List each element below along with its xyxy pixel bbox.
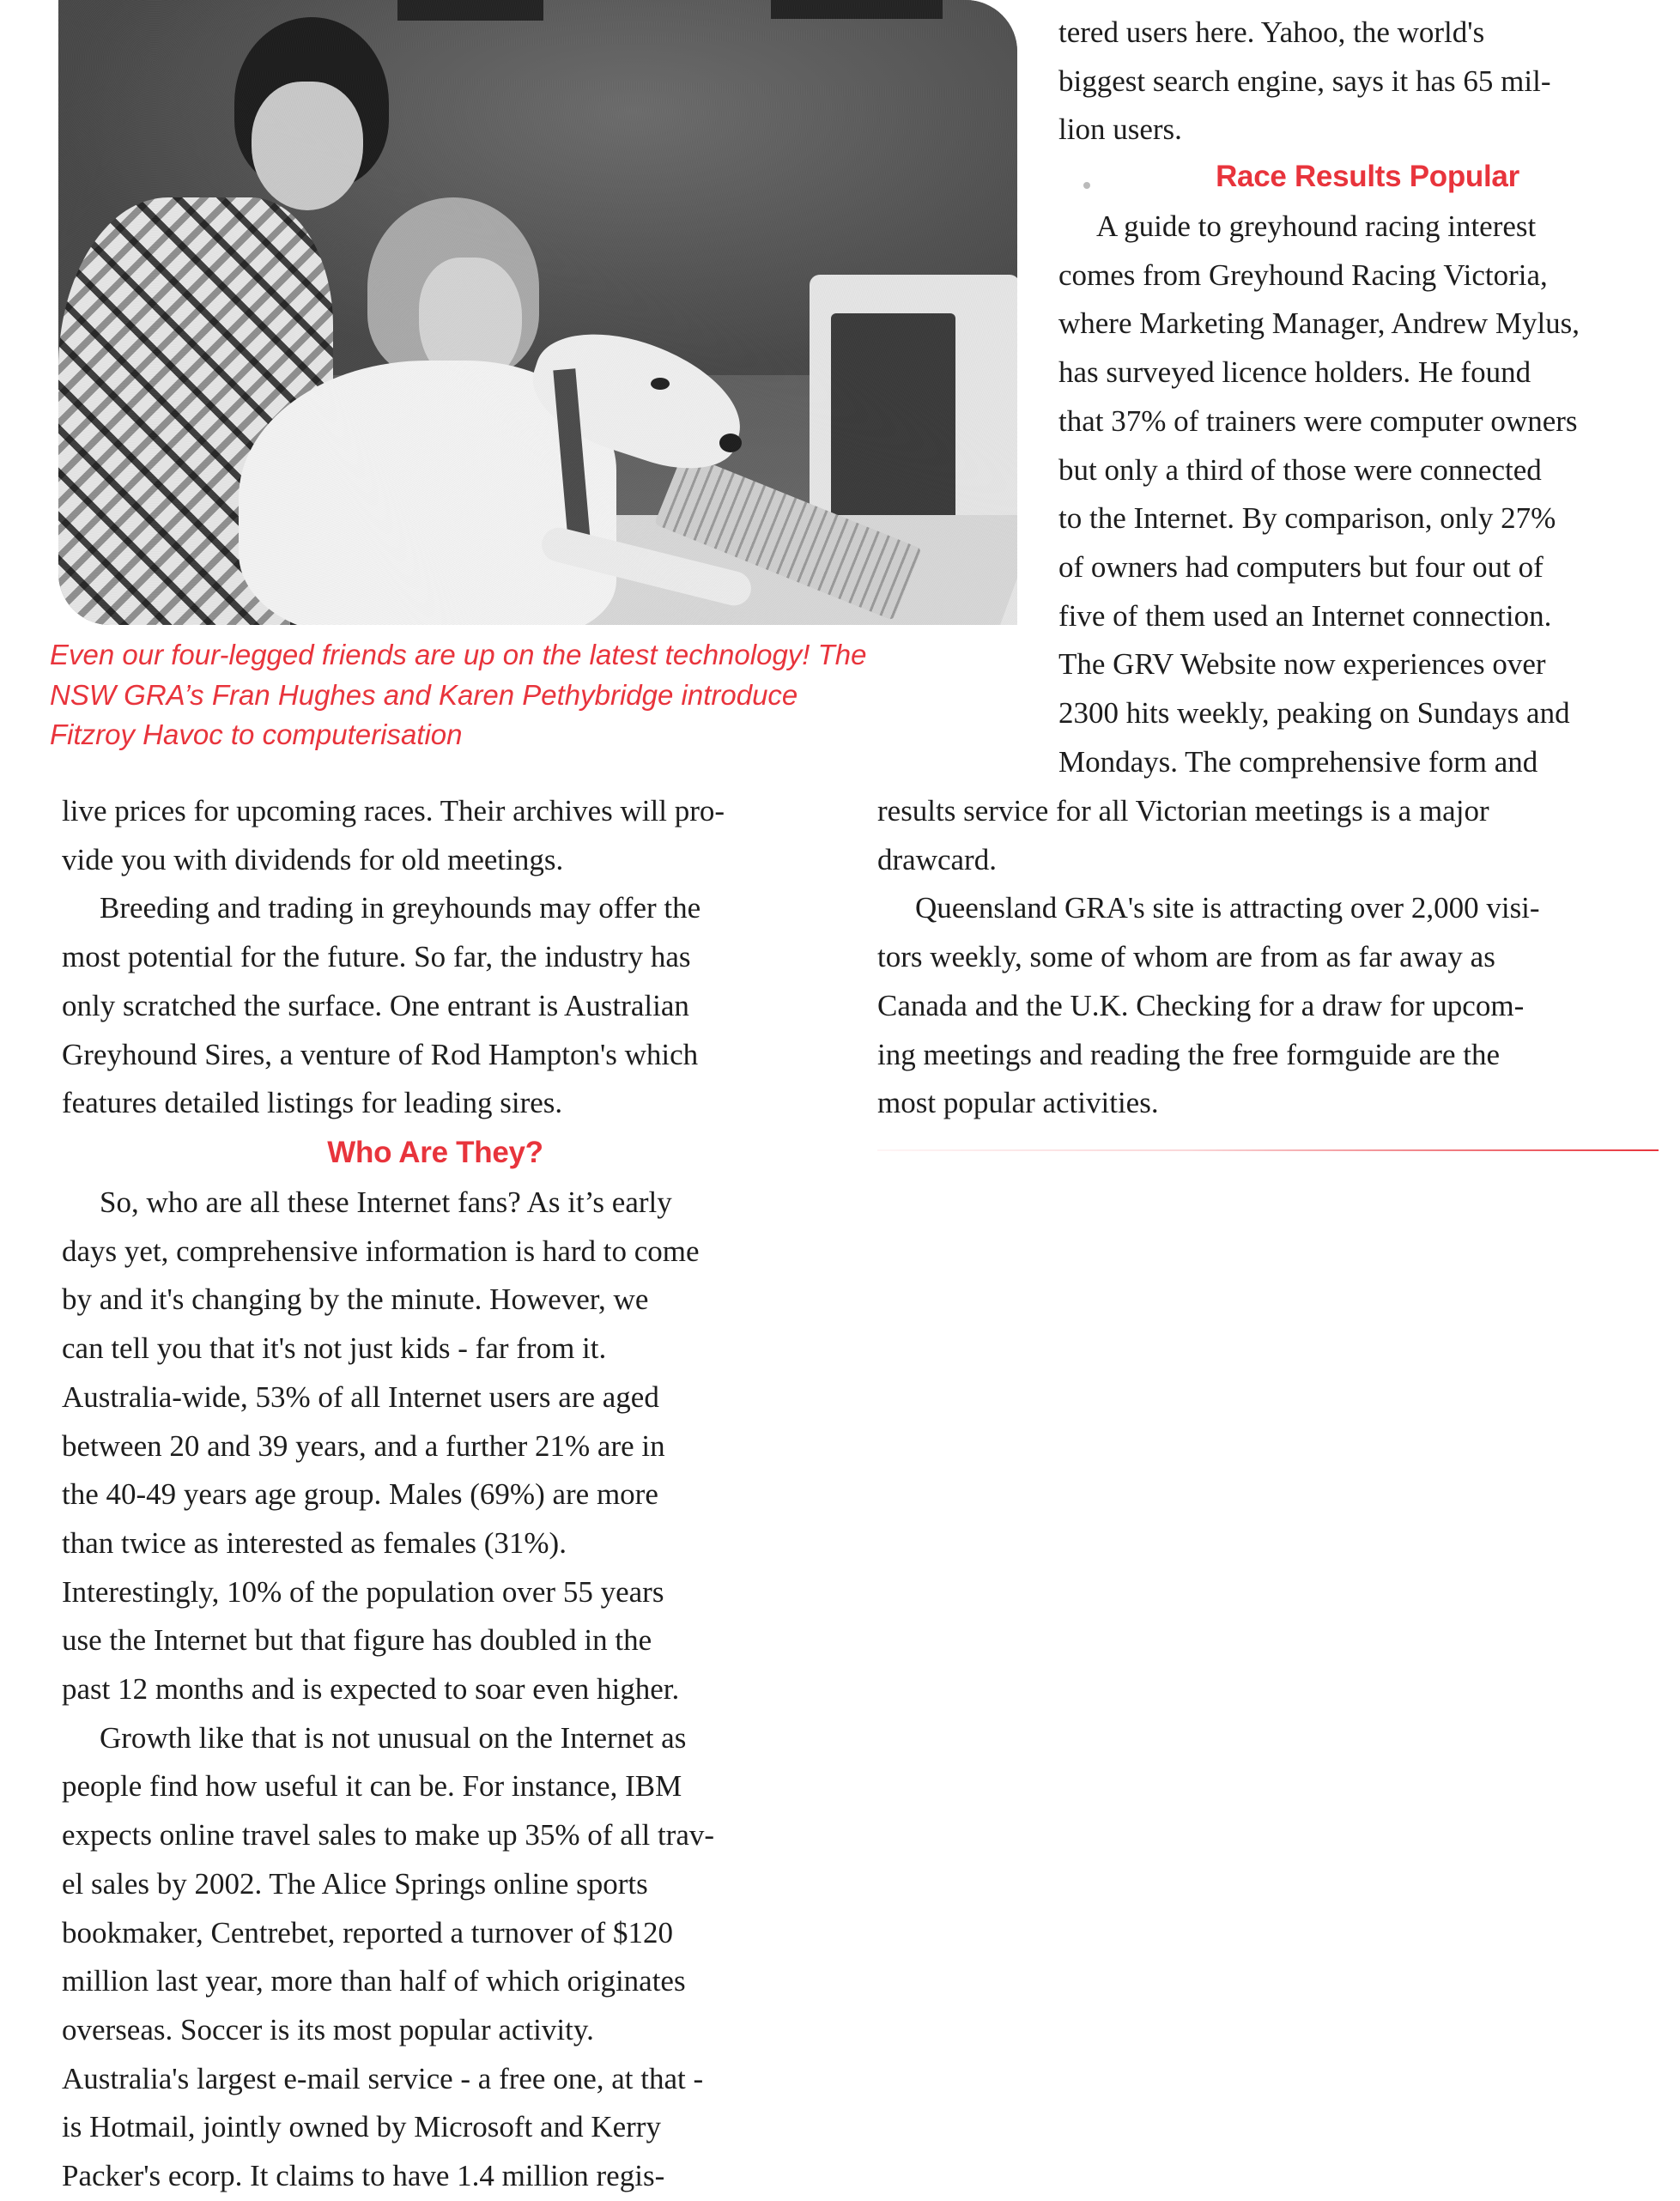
text-line: vide you with dividends for old meetings.: [62, 842, 564, 876]
heading-who-are-they: Who Are They?: [327, 1136, 543, 1169]
text-line: most popular activities.: [877, 1086, 1159, 1120]
text-line: only scratched the surface. One entrant is Australian: [62, 988, 689, 1022]
text-line: can tell you that it's not just kids - far from it.: [62, 1331, 607, 1366]
text-line: The GRV Website now experiences over: [1058, 647, 1546, 682]
text-line: Greyhound Sires, a venture of Rod Hampton's which: [62, 1037, 699, 1071]
text-line: of owners had computers but four out of: [1058, 549, 1544, 584]
paragraph-yahoo: [1058, 9, 1677, 155]
caption-line: Fitzroy Havoc to computerisation: [50, 719, 463, 750]
caption-line: Even our four-legged friends are up on the latest technology! The: [50, 639, 867, 670]
text-line: bookmaker, Centrebet, reported a turnover of $120: [62, 1915, 673, 1949]
photo-caption: [50, 635, 867, 755]
right-column-top: [1058, 0, 1677, 155]
text-line: ing meetings and reading the free formguide are the: [877, 1037, 1500, 1071]
text-line: 2300 hits weekly, peaking on Sundays and: [1058, 696, 1570, 731]
section-divider-rule: [877, 1149, 1659, 1151]
paragraph-breeding: [62, 884, 860, 1128]
text-line: Mondays. The comprehensive form and: [1058, 744, 1538, 779]
paragraph-growth: [62, 1714, 860, 2201]
text-line: that 37% of trainers were computer owners: [1058, 403, 1578, 438]
text-line: Breeding and trading in greyhounds may offer the: [100, 891, 701, 925]
text-line: people find how useful it can be. For instance, IBM: [62, 1769, 682, 1804]
text-line: to the Internet. By comparison, only 27%: [1058, 501, 1556, 536]
text-line: tors weekly, some of whom are from as far away as: [877, 940, 1495, 974]
text-line: live prices for upcoming races. Their archives will pro-: [62, 794, 725, 828]
text-line: tered users here. Yahoo, the world's: [1058, 15, 1485, 49]
article-photo: [58, 0, 1017, 625]
text-line: Queensland GRA's site is attracting over 2,000 visi-: [915, 891, 1540, 925]
text-line: use the Internet but that figure has doubled in the: [62, 1623, 652, 1658]
text-line: days yet, comprehensive information is hard to come: [62, 1234, 700, 1268]
text-line: results service for all Victorian meetings is a major: [877, 794, 1489, 828]
left-column: [62, 787, 860, 1128]
left-column-who-are-they: [62, 1179, 860, 2201]
text-line: between 20 and 39 years, and a further 21% are in: [62, 1428, 665, 1463]
paragraph-queensland: [877, 884, 1680, 1128]
text-line: drawcard.: [877, 842, 997, 876]
text-line: most potential for the future. So far, the industry has: [62, 940, 691, 974]
text-line: el sales by 2002. The Alice Springs online sports: [62, 1866, 648, 1901]
right-column-race-results: [1058, 203, 1677, 786]
heading-race-results-popular: Race Results Popular: [1216, 160, 1519, 193]
text-line: Australia's largest e-mail service - a free one, at that -: [62, 2061, 704, 2095]
text-line: biggest search engine, says it has 65 mil-: [1058, 64, 1551, 98]
text-line: by and it's changing by the minute. However, we: [62, 1282, 649, 1317]
text-line: has surveyed licence holders. He found: [1058, 355, 1531, 390]
text-line: A guide to greyhound racing interest: [1096, 209, 1537, 243]
right-column-bottom: [877, 787, 1680, 1128]
text-line: but only a third of those were connected: [1058, 452, 1542, 487]
text-line: Packer's ecorp. It claims to have 1.4 million regis-: [62, 2159, 665, 2193]
text-line: comes from Greyhound Racing Victoria,: [1058, 258, 1548, 292]
text-line: Canada and the U.K. Checking for a draw for upcom-: [877, 988, 1525, 1022]
text-line: lion users.: [1058, 112, 1182, 147]
paragraph-grv: [1058, 203, 1677, 786]
paragraph-live-prices: [62, 787, 860, 884]
text-line: five of them used an Internet connection.: [1058, 598, 1552, 633]
photo-grain-overlay: [58, 0, 1017, 625]
text-line: Australia-wide, 53% of all Internet users are aged: [62, 1379, 659, 1414]
text-line: So, who are all these Internet fans? As it’s early: [100, 1185, 672, 1219]
paragraph-internet-fans: [62, 1179, 860, 1714]
text-line: overseas. Soccer is its most popular activity.: [62, 2012, 594, 2046]
text-line: expects online travel sales to make up 35% of all trav-: [62, 1818, 715, 1852]
text-line: Interestingly, 10% of the population over 55 years: [62, 1574, 664, 1609]
text-line: features detailed listings for leading sires.: [62, 1086, 563, 1120]
text-line: where Marketing Manager, Andrew Mylus,: [1058, 306, 1580, 341]
caption-line: NSW GRA’s Fran Hughes and Karen Pethybridge introduce: [50, 678, 798, 711]
text-line: Growth like that is not unusual on the Internet as: [100, 1720, 687, 1755]
text-line: than twice as interested as females (31%).: [62, 1525, 567, 1560]
paragraph-grv-continued: [877, 787, 1680, 884]
text-line: million last year, more than half of which originates: [62, 1964, 686, 1998]
text-line: the 40-49 years age group. Males (69%) are more: [62, 1477, 658, 1512]
text-line: past 12 months and is expected to soar even higher.: [62, 1672, 680, 1707]
text-line: is Hotmail, jointly owned by Microsoft and Kerry: [62, 2110, 661, 2144]
